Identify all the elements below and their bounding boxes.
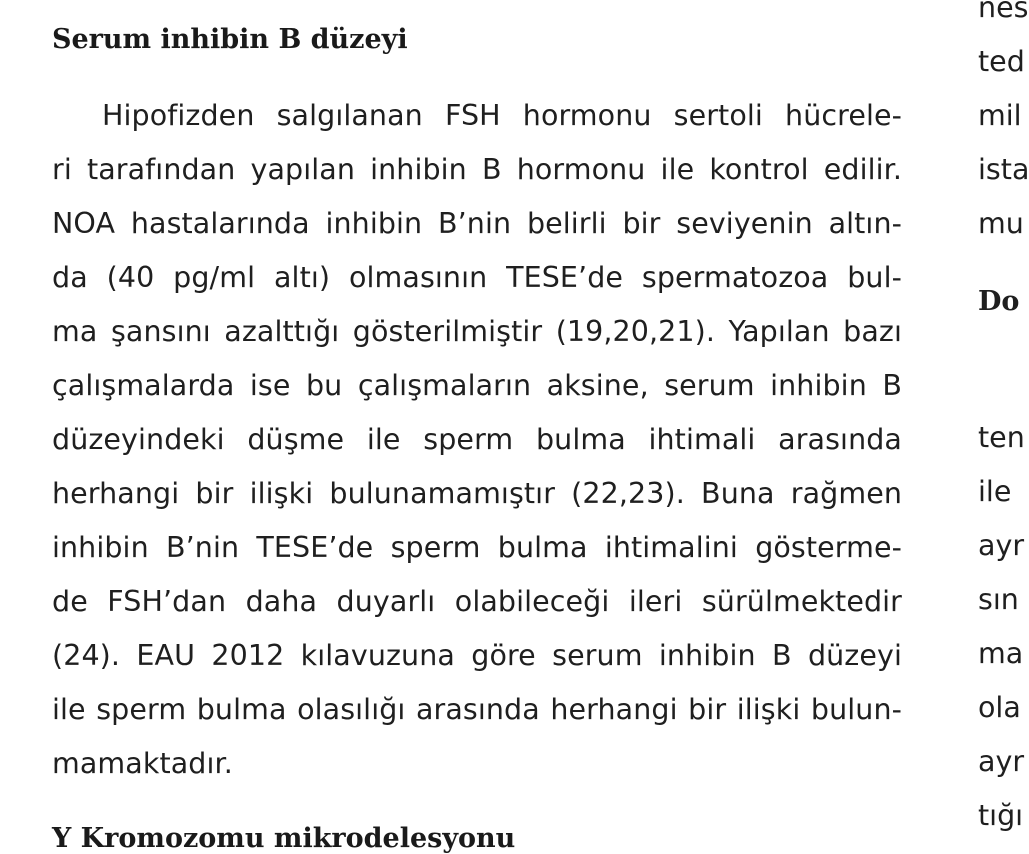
paragraph-line: inhibin B’nin TESE’de sperm bulma ihtimalini gösterme- <box>52 531 902 564</box>
right-text-fragment: nes <box>978 0 1029 24</box>
section-heading: Serum inhibin B düzeyi <box>52 24 408 55</box>
right-text-fragment: mil <box>978 99 1022 132</box>
right-column-fragment <box>978 0 1029 841</box>
paragraph-line: ri tarafından yapılan inhibin B hormonu ile kontrol edilir. <box>52 153 902 186</box>
paragraph-line: da (40 pg/ml altı) olmasının TESE’de spermatozoa bul- <box>52 261 902 294</box>
right-text-fragment: ten <box>978 421 1025 454</box>
right-text-fragment: ista <box>978 153 1029 186</box>
right-text-fragment: sın <box>978 583 1019 616</box>
paragraph-line: NOA hastalarında inhibin B’nin belirli bir seviyenin altın- <box>52 207 902 240</box>
body-paragraph <box>52 94 902 796</box>
left-column <box>52 0 902 854</box>
right-text-fragment: ayr <box>978 529 1025 562</box>
paragraph-line: düzeyindeki düşme ile sperm bulma ihtimali arasında <box>52 423 902 456</box>
paragraph-line: herhangi bir ilişki bulunamamıştır (22,23). Buna rağmen <box>52 477 902 510</box>
paragraph-line: Hipofizden salgılanan FSH hormonu sertoli hücrele- <box>102 99 902 132</box>
paragraph-line: ma şansını azalttığı gösterilmiştir (19,20,21). Yapılan bazı <box>52 315 902 348</box>
next-section-heading: Y Kromozomu mikrodelesyonu <box>52 823 516 854</box>
right-text-fragment: ted <box>978 45 1025 78</box>
right-text-fragment: tığı <box>978 799 1024 832</box>
right-text-fragment: ayr <box>978 745 1025 778</box>
paragraph-line: de FSH’dan daha duyarlı olabileceği ileri sürülmektedir <box>52 585 902 618</box>
paragraph-line: ile sperm bulma olasılığı arasında herhangi bir ilişki bulun- <box>52 693 902 726</box>
paragraph-line: (24). EAU 2012 kılavuzuna göre serum inhibin B düzeyi <box>52 639 902 672</box>
right-text-fragment: ma <box>978 637 1024 670</box>
right-text-fragment: mu <box>978 207 1024 240</box>
right-text-fragment: ola <box>978 691 1021 724</box>
right-heading-fragment: Do <box>978 286 1020 317</box>
right-text-fragment: ile <box>978 475 1012 508</box>
paragraph-line: mamaktadır. <box>52 747 233 780</box>
paragraph-line: çalışmalarda ise bu çalışmaların aksine, serum inhibin B <box>52 369 902 402</box>
